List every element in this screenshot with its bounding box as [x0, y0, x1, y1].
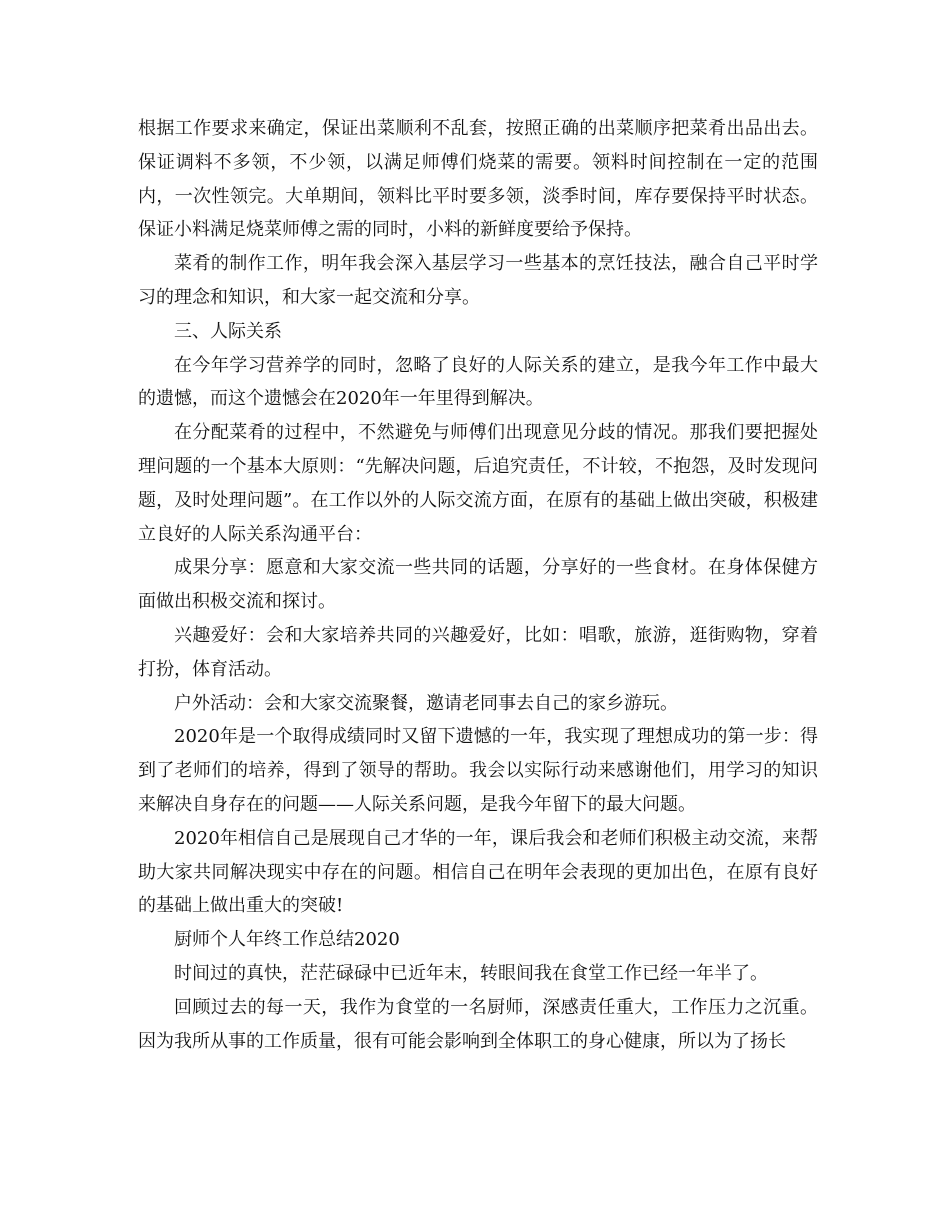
- paragraph: 户外活动：会和大家交流聚餐，邀请老同事去自己的家乡游玩。: [174, 692, 678, 714]
- section-heading: 三、人际关系: [174, 320, 282, 342]
- paragraph: 成果分享：愿意和大家交流一些共同的话题，分享好的一些食材。在身体保健方面做出积极交流和探讨。: [138, 557, 818, 613]
- paragraph: 2020年相信自己是展现自己才华的一年，课后我会和老师们积极主动交流，来帮助大家共同解决现实中存在的问题。相信自己在明年会表现的更加出色，在原有良好的基础上做出重大的突破!: [138, 827, 818, 917]
- paragraph: 在今年学习营养学的同时，忽略了良好的人际关系的建立，是我今年工作中最大的遗憾，而这个遗憾会在2020年一年里得到解决。: [138, 354, 818, 410]
- document-title: 厨师个人年终工作总结2020: [174, 929, 400, 951]
- document-body: [138, 112, 818, 1058]
- paragraph: 兴趣爱好：会和大家培养共同的兴趣爱好，比如：唱歌，旅游，逛街购物，穿着打扮，体育活动。: [138, 624, 818, 680]
- paragraph: 回顾过去的每一天，我作为食堂的一名厨师，深感责任重大，工作压力之沉重。因为我所从事的工作质量，很有可能会影响到全体职工的身心健康，所以为了扬长: [138, 996, 818, 1052]
- paragraph: 2020年是一个取得成绩同时又留下遗憾的一年，我实现了理想成功的第一步：得到了老师们的培养，得到了领导的帮助。我会以实际行动来感谢他们，用学习的知识来解决自身存在的问题——人际关系问题，是我今年留下的最大问题。: [138, 726, 818, 815]
- paragraph: 菜肴的制作工作，明年我会深入基层学习一些基本的烹饪技法，融合自己平时学习的理念和知识，和大家一起交流和分享。: [138, 253, 818, 308]
- paragraph: 根据工作要求来确定，保证出菜顺利不乱套，按照正确的出菜顺序把菜肴出品出去。保证调料不多领，不少领，以满足师傅们烧菜的需要。领料时间控制在一定的范围内，一次性领完。大单期间，领料比平时要多领，淡季时间，库存要保持平时状态。保证小料满足烧菜师傅之需的同时，小料的新鲜度要给予保持。: [138, 118, 818, 241]
- paragraph: 时间过的真快，茫茫碌碌中已近年末，转眼间我在食堂工作已经一年半了。: [174, 962, 768, 984]
- paragraph: 在分配菜肴的过程中，不然避免与师傅们出现意见分歧的情况。那我们要把握处理问题的一个基本大原则：“先解决问题，后追究责任，不计较，不抱怨，及时发现问题，及时处理问题”。在工作以外的人际交流方面，在原有的基础上做出突破，积极建立良好的人际关系沟通平台：: [138, 422, 818, 545]
